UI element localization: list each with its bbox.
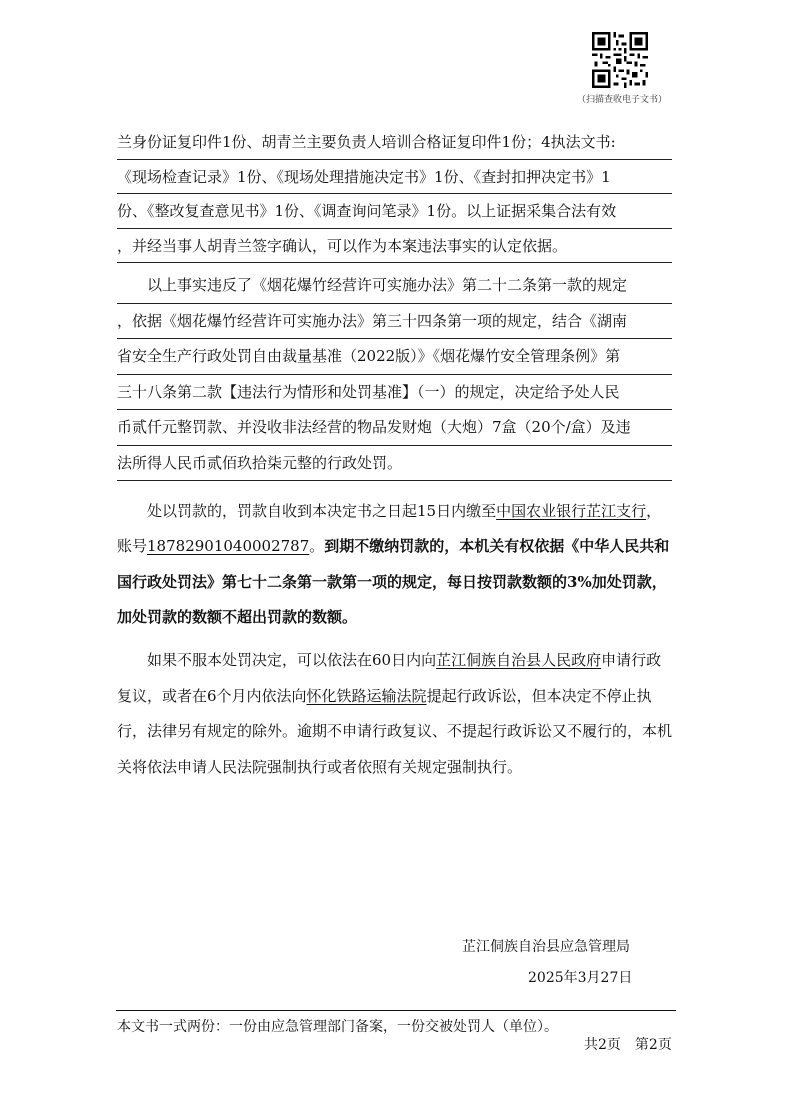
appeal-paragraph xyxy=(117,643,672,785)
text-line: 兰身份证复印件1份、胡青兰主要负责人培训合格证复印件1份；4执法文书: xyxy=(117,125,672,160)
review-authority: 芷江侗族自治县人民政府 xyxy=(436,651,602,669)
issue-date: 2025年3月27日 xyxy=(528,970,633,986)
payment-text: ，账号 xyxy=(117,502,662,556)
bank-name: 中国农业银行芷江支行 xyxy=(496,502,647,520)
court-name: 怀化铁路运输法院 xyxy=(306,686,427,705)
qr-code-icon xyxy=(592,32,648,88)
late-penalty-text: 到期不缴纳罚款的，本机关有权依据《中华人民共和国行政处罚法》第七十二条第一款第一项的规定，每日按罚款数额的3%加处罚款，加处罚款的数额不超出罚款的数额。 xyxy=(117,537,670,626)
text-line: 三十八条第二款【违法行为情形和处罚基准】（一）的规定，决定给予处人民 xyxy=(117,375,672,411)
text-line: 省安全生产行政处罚自由裁量基准（2022版）》《烟花爆竹安全管理条例》第 xyxy=(117,339,672,375)
evidence-paragraph xyxy=(117,125,672,263)
appeal-text: 申请行政复议，或者在6个月内依法向 xyxy=(117,651,662,705)
qr-caption: （扫描查收电子文书） xyxy=(576,95,667,105)
bank-account: 18782901040002787 xyxy=(147,537,310,556)
text-line: 法所得人民币贰佰玖拾柒元整的行政处罚。 xyxy=(117,446,672,482)
appeal-text: 提起行政诉讼，但本决定不停止执行，法律另有规定的除外。逾期不申请行政复议、不提起行政诉讼又不履行的，本机关将依法申请人民法院强制执行或者依照有关规定强制执行。 xyxy=(117,686,673,776)
violation-paragraph xyxy=(117,268,672,481)
payment-paragraph xyxy=(117,494,672,635)
issuing-authority: 芷江侗族自治县应急管理局 xyxy=(462,939,630,955)
copies-note: 本文书一式两份：一份由应急管理部门备案，一份交被处罚人（单位）。 xyxy=(117,1019,558,1035)
text-line: 以上事实违反了《烟花爆竹经营许可实施办法》第二十二条第一款的规定 xyxy=(117,268,672,304)
text-line: 《现场检查记录》1份、《现场处理措施决定书》1份、《查封扣押决定书》1 xyxy=(117,160,672,195)
text-line: ，依据《烟花爆竹经营许可实施办法》第三十四条第一项的规定，结合《湖南 xyxy=(117,304,672,340)
payment-text: 处以罚款的，罚款自收到本决定书之日起15日内缴至 xyxy=(147,502,497,520)
text-line: ，并经当事人胡青兰签字确认，可以作为本案违法事实的认定依据。 xyxy=(117,229,672,264)
footer-divider xyxy=(116,1010,676,1011)
text-line: 份、《整改复查意见书》1份、《调查询问笔录》1份。以上证据采集合法有效 xyxy=(117,194,672,229)
appeal-text: 如果不服本处罚决定，可以依法在60日内向 xyxy=(147,651,437,669)
text-line: 币贰仟元整罚款、并没收非法经营的物品发财炮（大炮）7盒（20个/盒）及违 xyxy=(117,410,672,446)
page-number: 共2页 第2页 xyxy=(584,1037,672,1053)
payment-text: 。 xyxy=(309,537,325,556)
